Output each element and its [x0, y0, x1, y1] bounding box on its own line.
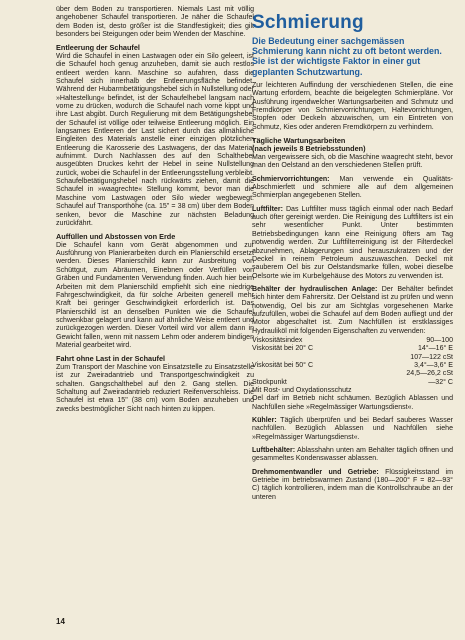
item-term: Drehmomentwandler und Getriebe: — [252, 468, 379, 476]
daily-maintenance-subheading: (nach jeweils 8 Betriebsstunden) — [252, 144, 366, 154]
spec-value: 3,4°—3,6° E — [414, 361, 453, 369]
page-number: 14 — [56, 617, 65, 626]
item-lubricators — [252, 176, 453, 201]
item-term: Behälter der hydraulischen Anlage: — [252, 285, 378, 293]
item-text: Ablasshahn unten am Behälter täglich öffnen und gesammeltes Kondenswasser ablassen. — [252, 447, 453, 463]
item-term: Kühler: — [252, 417, 277, 425]
spec-row — [252, 379, 453, 387]
spec-value: 14°—16° E — [417, 345, 453, 353]
spec-row — [252, 345, 453, 353]
daily-maintenance-body: Man vergewissere sich, ob die Maschine waagrecht steht, bevor man den Oelstand an den verschiedenen Stellen prüft. — [252, 154, 453, 170]
item-text: Täglich überprüfen und bei Bedarf sauberes Wasser nachfüllen. Bezüglich Ablassen und Nachfüllen siehe »Regelmässiger Wartungsdienst«. — [252, 417, 453, 441]
spec-value: 24,5—26,2 cSt — [406, 370, 453, 378]
lubrication-intro: Zur leichteren Auffindung der verschiedenen Stellen, die eine Wartung erfordern, beachte die beigelegten Schmierpläne. Vor Ausführung irgendwelcher Wartungsarbeiten and Schmutz und Fremdkörper von Schmiervorrichtungen, Haltevorrichtungen, Stopfen oder Deckeln abzuwischen, um ein Eintreten von Schmutz, Kies oder anderen Fremdkörpern zu verhindern. — [252, 81, 453, 131]
spec-value: 90—100 — [426, 336, 453, 344]
item-radiator — [252, 417, 453, 442]
oil-change-note: Oel darf im Betrieb nicht schäumen. Bezüglich Ablassen und Nachfüllen siehe »Regelmässiger Wartungsdienst«. — [252, 395, 453, 411]
spec-value: 107—122 cSt — [410, 353, 453, 361]
spec-label: Viskositätsindex — [252, 336, 303, 344]
spec-label: Viskosität bei 50° C — [252, 361, 314, 369]
daily-maintenance-heading: Tägliche Wartungsarbeiten — [252, 135, 346, 145]
section-body-empty-travel: Zum Transport der Maschine von Einsatzstelle zu Einsatzstelle ist zur Zweiradantrieb und Transportgeschwindigkeit zu schalten. Gangschalthebel auf den 2. Gang stellen. Die Schaltung auf Zweiradantrieb reduziert Reifenverschleiss. Die Schaufel ist etwa 15" (38 cm) vom Boden anzuheben und zwecks bestmöglicher Sicht nach hinten zu kippen. — [56, 363, 254, 413]
item-air-filter — [252, 206, 453, 281]
spec-label: Stockpunkt — [252, 378, 287, 386]
section-heading-bucket-emptying: Entleerung der Schaufel — [56, 43, 140, 53]
chapter-title: Schmierung — [252, 12, 364, 33]
section-heading-fill-and-push: Auffüllen und Abstossen von Erde — [56, 232, 176, 242]
section-body-fill-and-push: Die Schaufel kann vom Gerät abgenommen und zur Ausführung von Planierarbeiten durch ein Planierschild ersetzt werden. Dieses Planierschild kann zur Ausbreitung von Schüttgut, zum Abräumen, Einebnen oder Verfüllen von Gräben und Fundamenten Verwendung finden. Auch hier beim Arbeiten mit dem Planierschild empfiehlt sich eine niedrige Fahrgeschwindigkeit, da für solche Arbeiten generell mehr Kraft bei geringer Geschwindigkeit erforderlich ist. Das Planierschild ist an denselben Punkten wie die Schaufel schwenkbar gelagert und kann auf ähnliche Weise entleert und zurückgezogen werden. Dieser Vorteil wird vor allem dann in Gewicht fallen, wenn mit nassem Lehm oder anderem bindigen Material gearbeitet wird. — [56, 241, 254, 349]
item-term: Schmiervorrichtungen: — [252, 175, 330, 183]
item-text: Das Luftfilter muss täglich einmal oder nach Bedarf auch öfter gereinigt werden. Die Reinigung des Luftfilters ist ein sehr wesentlicher Punkt. Unter bestimmten Betriebsbedingungen kann eine Reinigung öfters am Tag notwendig werden. Zur Luftfilterreinigung ist der Filterdeckel abzunehmen, Ablagerungen sind herauszukratzen und der Deckel in reinem Petroleum auszuwaschen. Deckel mit sauberem Oel bis zur Oelstandsmarke füllen, wobei dieselbe Oelsorte wie im Kurbelgehäuse des Motors zu verwenden ist. — [252, 205, 453, 280]
item-torque-converter — [252, 469, 453, 502]
item-text: Flüssigkeitsstand im Getriebe im betriebswarmen Zustand (180—200° F = 82—93° C) täglich kontrollieren, indem man die Kontrollschraube an der unteren — [252, 468, 453, 501]
section-body-bucket-emptying: Wird die Schaufel in einen Lastwagen oder ein Silo geleert, ist die Schaufel hoch genug anzuheben, damit sie auch restlos entleert werden kann. Maschine so aufahren, dass die Schaufel sich innerhalb der Entleerungsfläche befindet. Während der Hubarmbetätigungshebel sich in Nullstellung oder »Haltestellung« befindet, ist der Schaufelhebel langsam nach vorne zu drücken, wodurch die Schaufel nach vorne kippt und ihre Last abgibt. Durch Regulierung mit dem Betätigungshebel der Schaufel ist völlige oder teilweise Entleerung möglich. Ein langsames Entleeren der Last sichert durch das allmähliche Eingleiten des Materials anstelle einer einzigen plötzlichen Entleerung die Karosserie des Lastwagens, der das Material aufnimmt. Durch Nachlassen des auf den Schalthebel ausgeübten Druckes kehrt der Hebel in seine Nullstellung zurück, wobei die Schaufel in der Entleerungsstellung verbleibt. Schaufelbetätigungshebel nach rückwärts ziehen, damit die Schaufel in »waagrechte« Stellung kommt, bevor man die Maschine vom Lastwagen oder Silo wieder wegbewegt. Schaufel auf Transporthöhe (ca. 15" = 38 cm) über dem Boden senken, bevor die Maschine zur nächsten Beladung zurückfährt. — [56, 52, 254, 227]
item-text: Der Behälter befindet sich hinter dem Fahrersitz. Der Oelstand ist zu prüfen und wenn notwendig, Oel bis zur am Sichtglas vorgesehenen Marke aufzufüllen, wobei die Schaufel auf dem Boden aufliegt und der Motor abgeschaltet ist. Zum Nachfüllen ist erstklassiges Hydrauliköl mit folgenden Eigenschaften zu verwenden: — [252, 285, 453, 335]
spec-note: Mit Rost- und Oxydationsschutz — [252, 387, 352, 394]
left-column — [56, 6, 254, 419]
item-air-tank — [252, 447, 453, 464]
item-term: Luftbehälter: — [252, 447, 296, 455]
oil-spec-table — [252, 337, 453, 395]
spec-label: Viskosität bei 20° C — [252, 345, 314, 353]
item-term: Luftfilter: — [252, 205, 283, 213]
spec-value: —32° C — [428, 378, 453, 386]
chapter-subtitle: Die Bedeutung einer sachgemässen Schmierung kann nicht zu oft betont werden. Sie ist der wichtigste Faktor in einer gut geplanten Schutzwartung. — [252, 36, 442, 77]
section-heading-empty-travel: Fahrt ohne Last in der Schaufel — [56, 354, 166, 364]
left-intro-paragraph: über dem Boden zu transportieren. Niemals Last mit völlig angehobener Schaufel transportieren. Je näher die Schaufel dem Boden ist, desto größer ist die Standfestigkeit; dies gilt besonders bei Steigungen oder beim Wenden der Maschine. — [56, 6, 254, 39]
item-text: Man verwende ein Qualitäts-Abschmierfett und schmiere alle auf dem allgemeinen Schmierplan angegebenen Stellen. — [252, 175, 453, 200]
right-column — [252, 6, 453, 507]
item-hydraulic-tank — [252, 286, 453, 336]
spec-row — [252, 362, 453, 370]
